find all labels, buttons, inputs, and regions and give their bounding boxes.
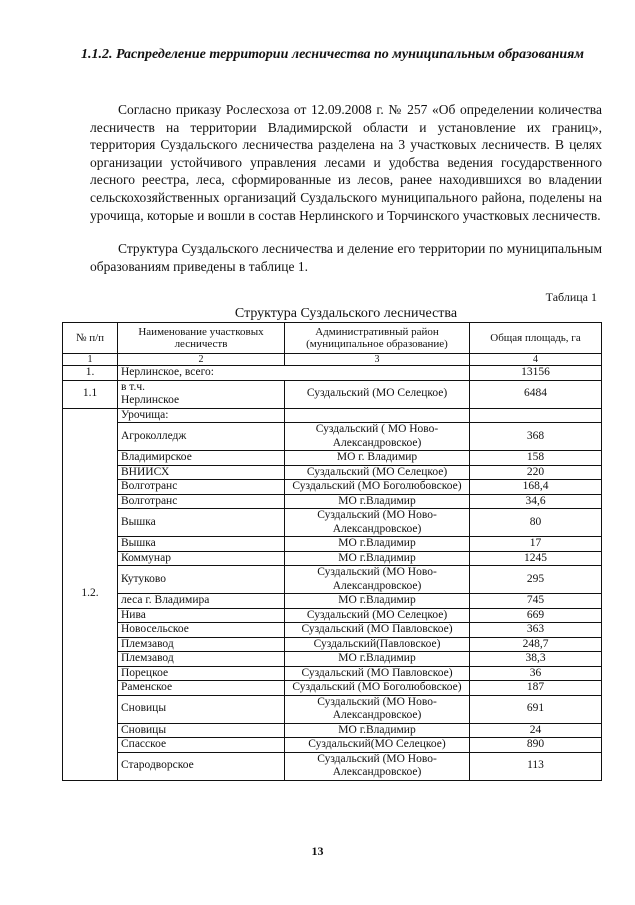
forestry-name: Новосельское — [118, 623, 285, 638]
table-row — [63, 681, 602, 696]
header-forestry-name: Наименование участковых лесничеств — [118, 323, 285, 354]
forestry-name: Раменское — [118, 681, 285, 696]
forestry-name: Агроколледж — [118, 423, 285, 451]
area-value: 691 — [470, 695, 602, 723]
district-name: МО г.Владимир — [285, 494, 470, 509]
district-name: МО г.Владимир — [285, 537, 470, 552]
forestry-name: Сновицы — [118, 695, 285, 723]
forestry-name: Стародворское — [118, 752, 285, 780]
district-name: Суздальский (МО Ново-Александровское) — [285, 509, 470, 537]
area-value: 80 — [470, 509, 602, 537]
forestry-name: Коммунар — [118, 551, 285, 566]
table-row — [63, 623, 602, 638]
table-row — [63, 380, 602, 408]
header-district: Административный район (муниципальное образование) — [285, 323, 470, 354]
row-number: 1. — [63, 366, 118, 381]
area-value: 295 — [470, 566, 602, 594]
forestry-name: Спасское — [118, 738, 285, 753]
forestry-name: Кутуково — [118, 566, 285, 594]
area-value: 1245 — [470, 551, 602, 566]
district-name: Суздальский (МО Павловское) — [285, 623, 470, 638]
table-row — [63, 723, 602, 738]
district-name: Суздальский (МО Павловское) — [285, 666, 470, 681]
area-value: 38,3 — [470, 652, 602, 667]
forestry-name: Вышка — [118, 537, 285, 552]
district-name: Суздальский (МО Ново-Александровское) — [285, 752, 470, 780]
district-name: Суздальский(МО Селецкое) — [285, 738, 470, 753]
table-row — [63, 752, 602, 780]
district-name: Суздальский (МО Селецкое) — [285, 608, 470, 623]
page-number: 13 — [311, 844, 324, 858]
table-row — [63, 666, 602, 681]
column-number-row — [63, 354, 602, 366]
district-name — [285, 408, 470, 423]
forestry-name: Нерлинское, всего: — [118, 366, 470, 381]
district-name: МО г.Владимир — [285, 723, 470, 738]
table-row — [63, 366, 602, 381]
forestry-name: в т.ч. Нерлинское — [118, 380, 285, 408]
table-body — [63, 366, 602, 781]
area-value: 158 — [470, 451, 602, 466]
area-value: 17 — [470, 537, 602, 552]
area-value: 34,6 — [470, 494, 602, 509]
district-name: Суздальский (МО Селецкое) — [285, 465, 470, 480]
district-name: МО г.Владимир — [285, 551, 470, 566]
area-value: 363 — [470, 623, 602, 638]
forestry-name: Вышка — [118, 509, 285, 537]
district-name: Суздальский ( МО Ново-Александровское) — [285, 423, 470, 451]
district-name: Суздальский (МО Ново-Александровское) — [285, 566, 470, 594]
column-number: 3 — [285, 354, 470, 366]
table-row — [63, 551, 602, 566]
forestry-name: Волготранс — [118, 480, 285, 495]
district-name: Суздальский (МО Боголюбовское) — [285, 681, 470, 696]
table-header-row — [63, 323, 602, 354]
area-value: 13156 — [470, 366, 602, 381]
area-value: 187 — [470, 681, 602, 696]
section-heading: 1.1.2. Распределение территории лесничества по муниципальным образованиям — [81, 47, 584, 62]
table-row — [63, 594, 602, 609]
forestry-name: Урочища: — [118, 408, 285, 423]
paragraph-2: Структура Суздальского лесничества и деление его территории по муниципальным образованиям приведены в таблице 1. — [90, 241, 602, 274]
area-value: 890 — [470, 738, 602, 753]
table-row — [63, 738, 602, 753]
table-row — [63, 465, 602, 480]
table-row — [63, 566, 602, 594]
table-row — [63, 537, 602, 552]
district-name: МО г.Владимир — [285, 594, 470, 609]
district-name: Суздальский (МО Селецкое) — [285, 380, 470, 408]
forestry-structure-table — [62, 322, 602, 781]
forestry-name: ВНИИСХ — [118, 465, 285, 480]
district-name: Суздальский(Павловское) — [285, 637, 470, 652]
area-value: 6484 — [470, 380, 602, 408]
table-row — [63, 695, 602, 723]
forestry-name: Порецкое — [118, 666, 285, 681]
table-row — [63, 408, 602, 423]
column-number: 4 — [470, 354, 602, 366]
table-row — [63, 637, 602, 652]
area-value — [470, 408, 602, 423]
area-value: 745 — [470, 594, 602, 609]
forestry-name: Волготранс — [118, 494, 285, 509]
table-row — [63, 494, 602, 509]
forestry-name: леса г. Владимира — [118, 594, 285, 609]
district-name: Суздальский (МО Ново-Александровское) — [285, 695, 470, 723]
table-row — [63, 480, 602, 495]
forestry-name: Владимирское — [118, 451, 285, 466]
table-row — [63, 451, 602, 466]
column-number: 2 — [118, 354, 285, 366]
table-title: Структура Суздальского лесничества — [234, 306, 458, 321]
district-name: МО г.Владимир — [285, 652, 470, 667]
area-value: 36 — [470, 666, 602, 681]
table-row — [63, 608, 602, 623]
header-area: Общая площадь, га — [470, 323, 602, 354]
area-value: 220 — [470, 465, 602, 480]
table-number: Таблица 1 — [545, 290, 597, 304]
area-value: 669 — [470, 608, 602, 623]
row-number: 1.2. — [63, 408, 118, 780]
paragraph-1: Согласно приказу Рослесхоза от 12.09.2008 г. № 257 «Об определении количества лесничеств на территории Владимирской области и установление их границ», территория Суздальского лесничества разделена на 3 участковых лесничеств. В целях организации устойчивого управления лесами и удобства ведения государственного лесного реестра, леса, сформированные из лесов, ранее находившихся во владении сельскохозяйственных организаций Суздальского муниципального района, поделены на урочища, которые и вошли в состав Нерлинского и Торчинского участковых лесничеств. — [90, 102, 602, 223]
table-row — [63, 652, 602, 667]
forestry-name: Племзавод — [118, 637, 285, 652]
area-value: 248,7 — [470, 637, 602, 652]
district-name: МО г. Владимир — [285, 451, 470, 466]
area-value: 168,4 — [470, 480, 602, 495]
area-value: 113 — [470, 752, 602, 780]
table-row — [63, 423, 602, 451]
area-value: 24 — [470, 723, 602, 738]
header-number: № п/п — [63, 323, 118, 354]
area-value: 368 — [470, 423, 602, 451]
forestry-name: Сновицы — [118, 723, 285, 738]
forestry-name: Нива — [118, 608, 285, 623]
forestry-name: Племзавод — [118, 652, 285, 667]
row-number: 1.1 — [63, 380, 118, 408]
district-name: Суздальский (МО Боголюбовское) — [285, 480, 470, 495]
table-row — [63, 509, 602, 537]
column-number: 1 — [63, 354, 118, 366]
